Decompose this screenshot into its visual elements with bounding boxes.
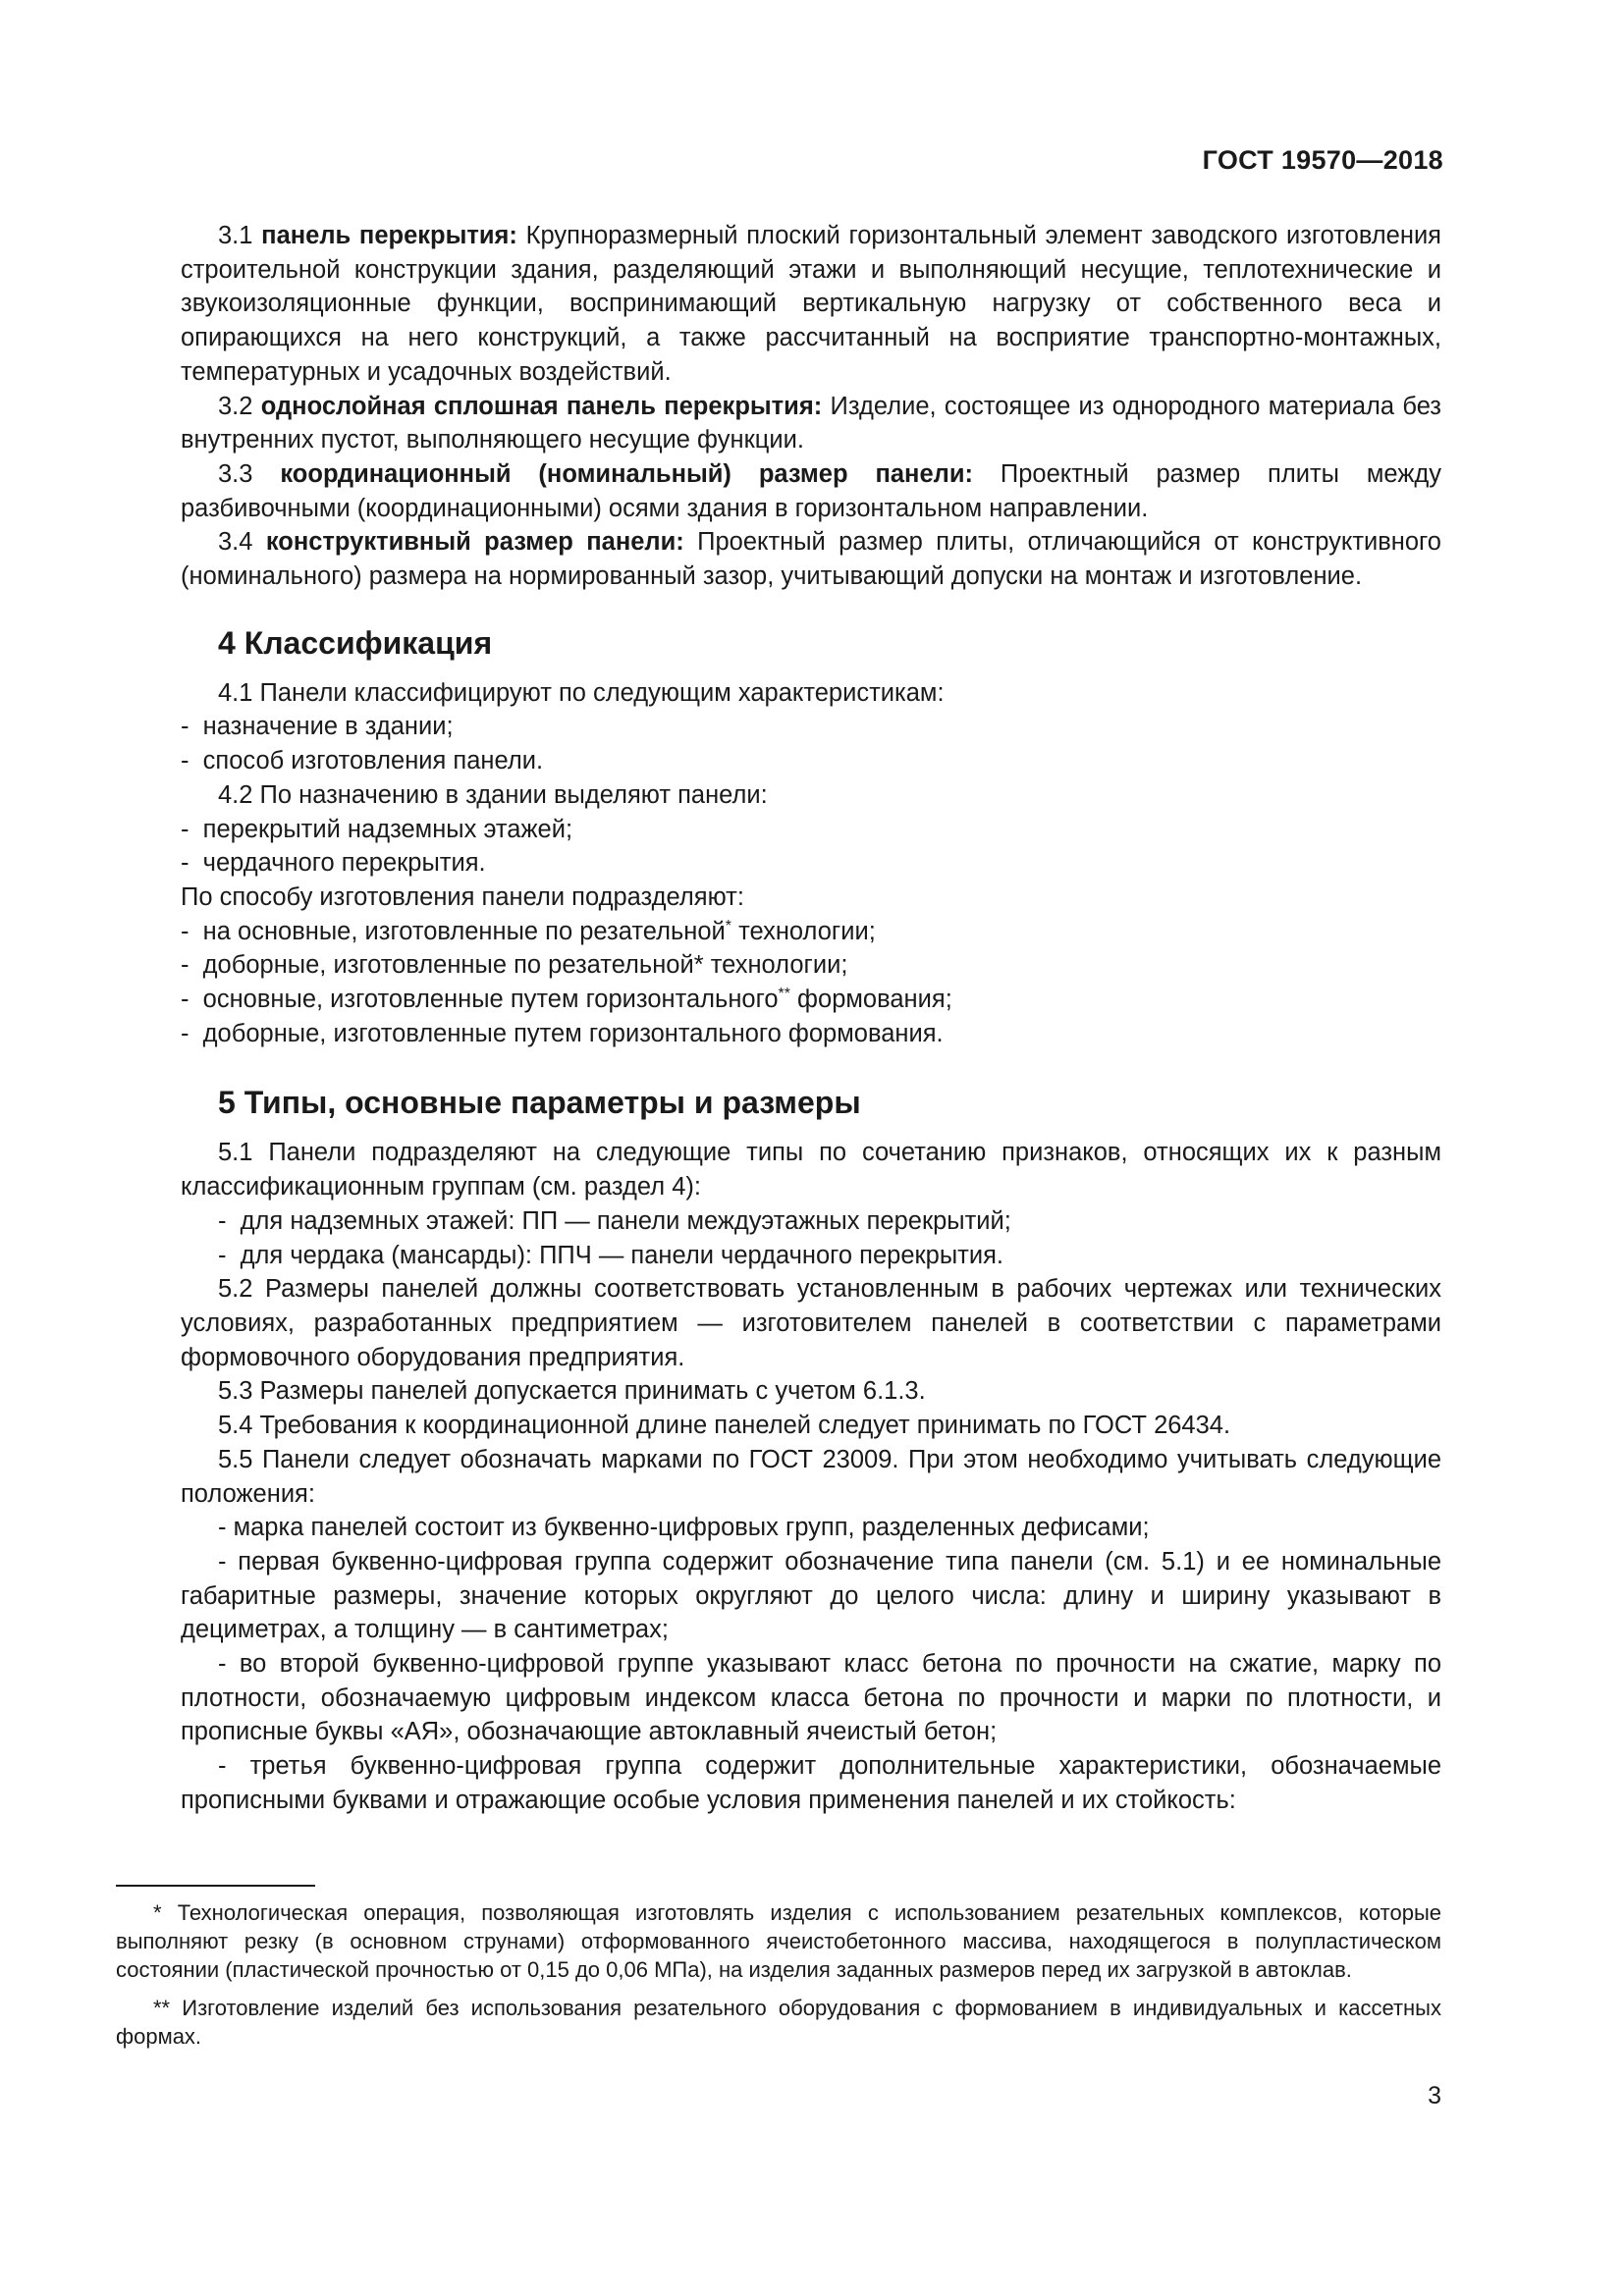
footnote-2: ** Изготовление изделий без использования резательного оборудования с формованием в индивидуальных и кассетных формах. bbox=[116, 1996, 1441, 2049]
clause-number: 3.2 bbox=[218, 392, 253, 420]
clause-4-1: 4.1 Панели классифицируют по следующим характеристикам: bbox=[218, 678, 945, 707]
list-item: - назначение в здании; bbox=[181, 713, 454, 741]
list-item: - основные, изготовленные путем горизонтального** формования; bbox=[181, 986, 952, 1014]
section-5-heading: 5 Типы, основные параметры и размеры bbox=[218, 1085, 861, 1121]
definition-text: Крупноразмерный плоский горизонтальный элемент заводского изготовления строительной конструкции здания, разделяющий этажи и выполняющий несущие, теплотехнические и звукоизоляционные функции, воспринимающий вертикальную нагрузку от собственного веса и опирающихся на него конструкций, а также рассчитанный на восприятие транспортно-монтажных, температурных и усадочных воздействий. bbox=[181, 222, 1441, 386]
clause-number: 3.4 bbox=[218, 528, 253, 557]
definition-term: панель перекрытия: bbox=[261, 222, 517, 249]
clause-5-5: 5.5 Панели следует обозначать марками по ГОСТ 23009. При этом необходимо учитывать следующие положения: bbox=[181, 1445, 1441, 1508]
document-header: ГОСТ 19570—2018 bbox=[1202, 145, 1443, 175]
footnote-divider bbox=[116, 1885, 315, 1887]
footnotes bbox=[116, 1898, 1441, 2051]
footnote-1: * Технологическая операция, позволяющая изготовлять изделия с использованием резательных комплексов, которые выполняют резку (в основном струнами) отформованного ячеистобетонного массива, находящегося в полупластическом состоянии (пластической прочностью от 0,15 до 0,06 МПа), на изделия заданных размеров перед их загрузкой в автоклав. bbox=[116, 1900, 1441, 1982]
definition-text: Изделие, состоящее из однородного материала без внутренних пустот, выполняющего несущие функции. bbox=[181, 392, 1442, 454]
definition-3-4 bbox=[181, 525, 1441, 593]
definition-text: Проектный размер плиты между разбивочными (координационными) осями здания в горизонтальном направлении. bbox=[181, 459, 1442, 522]
clause-number: 3.3 bbox=[218, 459, 253, 488]
list-item: - чердачного перекрытия. bbox=[181, 849, 486, 878]
clause-4-2: 4.2 По назначению в здании выделяют панели: bbox=[218, 780, 768, 809]
clause-5-1: 5.1 Панели подразделяют на следующие типы по сочетанию признаков, относящих их к разным классификационным группам (см. раздел 4): bbox=[181, 1139, 1441, 1201]
list-item: - для чердака (мансарды): ППЧ — панели чердачного перекрытия. bbox=[218, 1241, 1004, 1269]
list-item: - доборные, изготовленные путем горизонтального формования. bbox=[181, 1019, 944, 1047]
definition-term: конструктивный размер панели: bbox=[265, 528, 684, 557]
list-item: - доборные, изготовленные по резательной* технологии; bbox=[181, 951, 848, 980]
list-item: - третья буквенно-цифровая группа содержит дополнительные характеристики, обозначаемые прописными буквами и отражающие особые условия применения панелей и их стойкость: bbox=[181, 1752, 1441, 1814]
clause-5-3: 5.3 Размеры панелей допускается принимать с учетом 6.1.3. bbox=[218, 1377, 926, 1406]
clause-number: 3.1 bbox=[218, 222, 253, 249]
page-body bbox=[181, 219, 1441, 1818]
manufacturing-method-intro: По способу изготовления панели подразделяют: bbox=[181, 882, 744, 911]
footnote-marker: ** bbox=[778, 986, 790, 1003]
definition-term: однослойная сплошная панель перекрытия: bbox=[260, 392, 823, 420]
clause-5-4: 5.4 Требования к координационной длине панелей следует принимать по ГОСТ 26434. bbox=[218, 1412, 1231, 1440]
list-item: - для надземных этажей: ПП — панели междуэтажных перекрытий; bbox=[218, 1206, 1011, 1235]
definition-term: координационный (номинальный) размер панели: bbox=[280, 459, 973, 488]
page-number: 3 bbox=[1428, 2082, 1441, 2109]
list-item: - на основные, изготовленные по резательной* технологии; bbox=[181, 917, 876, 945]
section-4-heading: 4 Классификация bbox=[218, 624, 493, 661]
definition-3-3 bbox=[181, 457, 1441, 525]
list-item: - перекрытий надземных этажей; bbox=[181, 815, 573, 843]
definition-3-2 bbox=[181, 390, 1441, 457]
definition-3-1 bbox=[181, 219, 1441, 390]
list-item: - во второй буквенно-цифровой группе указывают класс бетона по прочности на сжатие, марку по плотности, обозначаемую цифровым индексом класса бетона по прочности и марки по плотности, и прописные буквы «АЯ», обозначающие автоклавный ячеистый бетон; bbox=[181, 1650, 1441, 1746]
definition-text: Проектный размер плиты, отличающийся от конструктивного (номинального) размера на нормированный зазор, учитывающий допуски на монтаж и изготовление. bbox=[181, 528, 1441, 591]
footnote-marker: * bbox=[725, 917, 731, 934]
list-item: - первая буквенно-цифровая группа содержит обозначение типа панели (см. 5.1) и ее номинальные габаритные размеры, значение которых округляют до целого числа: длину и ширину указывают в дециметрах, а толщину — в сантиметрах; bbox=[181, 1547, 1441, 1644]
clause-5-2: 5.2 Размеры панелей должны соответствовать установленным в рабочих чертежах или технических условиях, разработанных предприятием — изготовителем панелей в соответствии с параметрами формовочного оборудования предприятия. bbox=[181, 1275, 1441, 1371]
list-item: - марка панелей состоит из буквенно-цифровых групп, разделенных дефисами; bbox=[218, 1514, 1150, 1542]
list-item: - способ изготовления панели. bbox=[181, 747, 544, 775]
